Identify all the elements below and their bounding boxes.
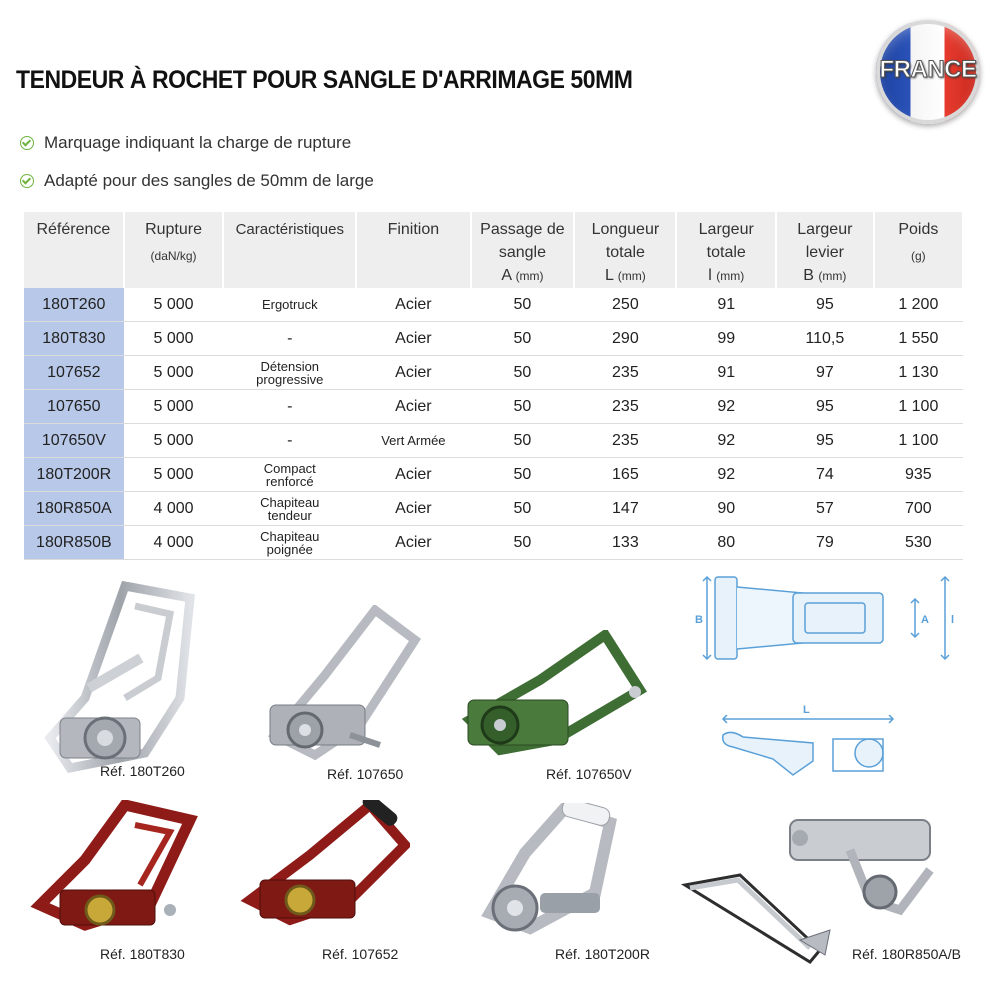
cell-levier: 97 xyxy=(776,356,874,390)
cell-finition: Acier xyxy=(356,356,470,390)
feature-text: Adapté pour des sangles de 50mm de large xyxy=(44,171,374,190)
caption-107650V: Réf. 107650V xyxy=(546,766,632,782)
ratchet-107650-image xyxy=(255,605,425,775)
cell-finition: Acier xyxy=(356,390,470,424)
cell-largeur: 92 xyxy=(676,458,776,492)
header-levier: Largeur levier B (mm) xyxy=(776,212,874,288)
cell-rupture: 4 000 xyxy=(124,492,224,526)
table-header-row xyxy=(24,212,963,288)
cell-largeur: 99 xyxy=(676,322,776,356)
cell-longueur: 133 xyxy=(574,526,676,560)
cell-longueur: 235 xyxy=(574,424,676,458)
ratchet-180T830-image xyxy=(30,800,200,940)
table-row xyxy=(24,288,963,322)
cell-longueur: 235 xyxy=(574,356,676,390)
cell-reference: 107650 xyxy=(24,390,124,424)
cell-levier: 95 xyxy=(776,424,874,458)
cell-levier: 95 xyxy=(776,390,874,424)
cell-rupture: 5 000 xyxy=(124,424,224,458)
cell-rupture: 5 000 xyxy=(124,288,224,322)
diagram-label-l-big: L xyxy=(803,704,810,716)
ratchet-180T200R-image xyxy=(470,803,640,943)
cell-reference: 107650V xyxy=(24,424,124,458)
cell-longueur: 165 xyxy=(574,458,676,492)
cell-passage: 50 xyxy=(471,492,575,526)
cell-reference: 107652 xyxy=(24,356,124,390)
table-row xyxy=(24,526,963,560)
cell-largeur: 91 xyxy=(676,356,776,390)
cell-poids: 1 200 xyxy=(874,288,963,322)
france-badge xyxy=(876,20,980,124)
cell-passage: 50 xyxy=(471,322,575,356)
table-row xyxy=(24,356,963,390)
cell-caracteristiques: Compact renforcé xyxy=(223,458,356,492)
france-badge-label: FRANCE xyxy=(879,56,977,83)
cell-rupture: 4 000 xyxy=(124,526,224,560)
caption-180T200R: Réf. 180T200R xyxy=(555,946,650,962)
ratchet-107650V-image xyxy=(460,630,650,765)
cell-caracteristiques: - xyxy=(223,390,356,424)
caption-107652: Réf. 107652 xyxy=(322,946,399,962)
dimension-diagram xyxy=(693,575,963,785)
cell-finition: Acier xyxy=(356,458,470,492)
cell-reference: 180R850B xyxy=(24,526,124,560)
table-row xyxy=(24,390,963,424)
cell-levier: 79 xyxy=(776,526,874,560)
caption-180R850AB: Réf. 180R850A/B xyxy=(852,946,961,962)
cell-rupture: 5 000 xyxy=(124,322,224,356)
header-longueur: Longueur totale L (mm) xyxy=(574,212,676,288)
cell-caracteristiques: - xyxy=(223,424,356,458)
caption-107650: Réf. 107650 xyxy=(327,766,404,782)
cell-poids: 700 xyxy=(874,492,963,526)
header-poids: Poids (g) xyxy=(874,212,963,288)
cell-largeur: 92 xyxy=(676,390,776,424)
header-caracteristiques: Caractéristiques xyxy=(223,212,356,288)
caption-180T830: Réf. 180T830 xyxy=(100,946,185,962)
cell-levier: 110,5 xyxy=(776,322,874,356)
cell-poids: 1 100 xyxy=(874,390,963,424)
cell-passage: 50 xyxy=(471,424,575,458)
cell-rupture: 5 000 xyxy=(124,356,224,390)
feature-item xyxy=(20,124,374,162)
cell-largeur: 92 xyxy=(676,424,776,458)
cell-finition: Acier xyxy=(356,288,470,322)
cell-levier: 74 xyxy=(776,458,874,492)
cell-caracteristiques: Ergotruck xyxy=(223,288,356,322)
cell-largeur: 90 xyxy=(676,492,776,526)
cell-reference: 180T830 xyxy=(24,322,124,356)
cell-finition: Acier xyxy=(356,526,470,560)
page-title: TENDEUR À ROCHET POUR SANGLE D'ARRIMAGE 50MM xyxy=(16,66,633,94)
cell-passage: 50 xyxy=(471,458,575,492)
diagram-label-b: B xyxy=(695,614,703,626)
table-row xyxy=(24,424,963,458)
cell-reference: 180R850A xyxy=(24,492,124,526)
cell-finition: Acier xyxy=(356,492,470,526)
table-row xyxy=(24,322,963,356)
check-circle-icon xyxy=(20,174,34,188)
spec-table xyxy=(24,212,964,560)
cell-finition: Acier xyxy=(356,322,470,356)
cell-poids: 1 100 xyxy=(874,424,963,458)
cell-poids: 935 xyxy=(874,458,963,492)
cell-longueur: 290 xyxy=(574,322,676,356)
check-circle-icon xyxy=(20,136,34,150)
cell-largeur: 91 xyxy=(676,288,776,322)
header-finition: Finition xyxy=(356,212,470,288)
diagram-label-a: A xyxy=(921,614,929,626)
cell-caracteristiques: - xyxy=(223,322,356,356)
cell-passage: 50 xyxy=(471,526,575,560)
ratchet-180R850AB-image xyxy=(680,800,960,970)
caption-180T260: Réf. 180T260 xyxy=(100,763,185,779)
cell-caracteristiques: Chapiteau tendeur xyxy=(223,492,356,526)
cell-longueur: 250 xyxy=(574,288,676,322)
feature-text: Marquage indiquant la charge de rupture xyxy=(44,133,352,152)
header-passage: Passage de sangle A (mm) xyxy=(471,212,575,288)
cell-rupture: 5 000 xyxy=(124,390,224,424)
cell-largeur: 80 xyxy=(676,526,776,560)
header-reference: Référence xyxy=(24,212,124,288)
cell-poids: 1 130 xyxy=(874,356,963,390)
cell-reference: 180T200R xyxy=(24,458,124,492)
cell-longueur: 235 xyxy=(574,390,676,424)
cell-poids: 1 550 xyxy=(874,322,963,356)
cell-passage: 50 xyxy=(471,288,575,322)
feature-list xyxy=(20,124,374,200)
cell-longueur: 147 xyxy=(574,492,676,526)
cell-finition: Vert Armée xyxy=(356,424,470,458)
cell-caracteristiques: Chapiteau poignée xyxy=(223,526,356,560)
cell-passage: 50 xyxy=(471,356,575,390)
cell-rupture: 5 000 xyxy=(124,458,224,492)
header-largeur: Largeur totale l (mm) xyxy=(676,212,776,288)
header-rupture: Rupture (daN/kg) xyxy=(124,212,224,288)
table-row xyxy=(24,492,963,526)
cell-levier: 57 xyxy=(776,492,874,526)
cell-levier: 95 xyxy=(776,288,874,322)
cell-reference: 180T260 xyxy=(24,288,124,322)
ratchet-180T260-image xyxy=(30,578,210,778)
table-row xyxy=(24,458,963,492)
feature-item xyxy=(20,162,374,200)
cell-caracteristiques: Détension progressive xyxy=(223,356,356,390)
cell-poids: 530 xyxy=(874,526,963,560)
diagram-label-l-small: l xyxy=(951,614,955,626)
cell-passage: 50 xyxy=(471,390,575,424)
ratchet-107652-image xyxy=(240,800,410,940)
